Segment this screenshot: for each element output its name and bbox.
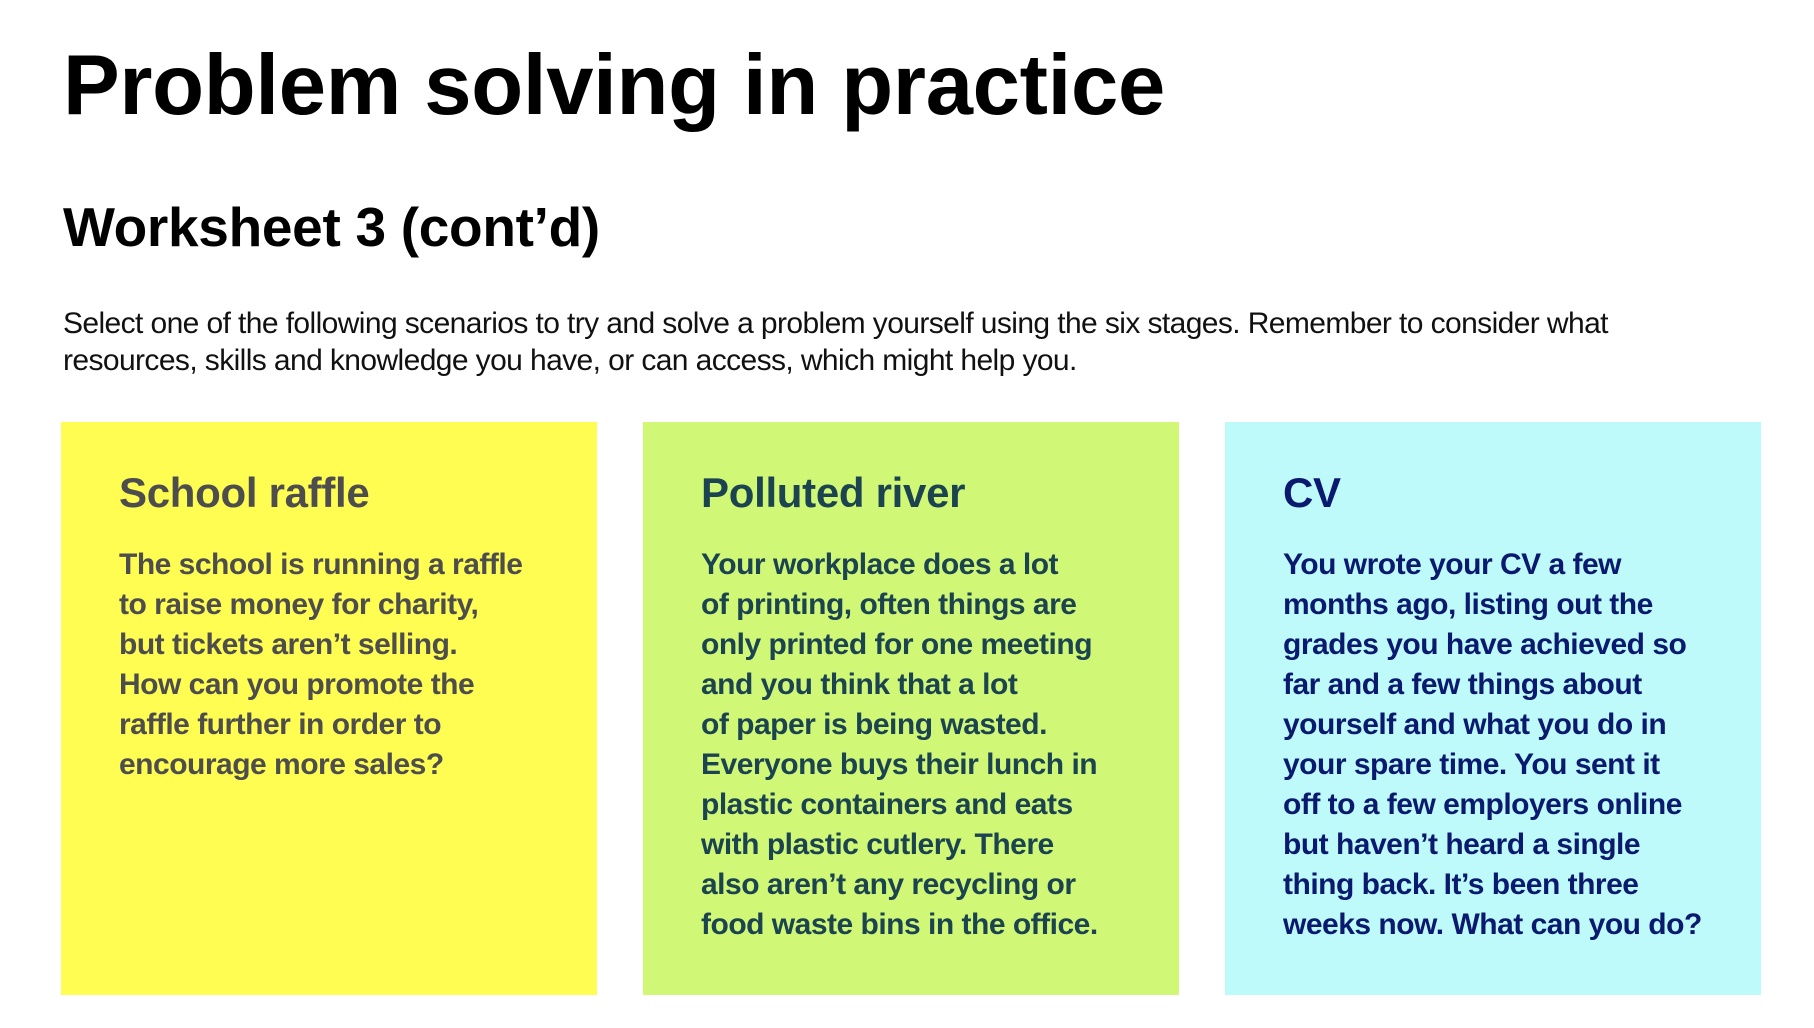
scenario-line: months ago, listing out the [1283,588,1653,621]
scenario-title: CV [1283,469,1341,516]
scenario-line: your spare time. You sent it [1283,748,1660,781]
scenario-line: far and a few things about [1283,668,1642,701]
intro-line: resources, skills and knowledge you have, or can access, which might help you. [63,344,1077,377]
scenario-line: only printed for one meeting [701,628,1093,661]
scenario-description [119,545,522,785]
scenario-description [701,545,1098,945]
intro-paragraph [63,305,1783,379]
scenario-line: but haven’t heard a single [1283,828,1641,861]
scenario-line: thing back. It’s been three [1283,868,1639,901]
scenario-line: with plastic cutlery. There [701,828,1054,861]
scenario-line: also aren’t any recycling or [701,868,1076,901]
scenario-line: encourage more sales? [119,748,444,781]
scenario-title: Polluted river [701,469,966,516]
scenario-line: You wrote your CV a few [1283,548,1621,581]
scenario-line: to raise money for charity, [119,588,479,621]
scenario-card-cv [1225,422,1761,995]
scenario-line: and you think that a lot [701,668,1018,701]
scenario-card-polluted-river [643,422,1179,995]
scenario-line: How can you promote the [119,668,475,701]
scenario-line: Your workplace does a lot [701,548,1059,581]
scenario-card-school-raffle [61,422,597,995]
scenario-line: plastic containers and eats [701,788,1073,821]
scenario-line: Everyone buys their lunch in [701,748,1098,781]
scenario-title: School raffle [119,469,370,516]
scenario-line: of paper is being wasted. [701,708,1047,741]
scenario-line: of printing, often things are [701,588,1077,621]
scenario-line: but tickets aren’t selling. [119,628,458,661]
scenario-line: food waste bins in the office. [701,908,1098,941]
scenario-line: The school is running a raffle [119,548,523,581]
scenario-line: weeks now. What can you do? [1283,908,1702,941]
scenario-description [1283,545,1702,945]
page-title: Problem solving in practice [63,38,1165,133]
scenario-line: raffle further in order to [119,708,442,741]
worksheet-subtitle: Worksheet 3 (cont’d) [63,196,600,258]
scenario-line: grades you have achieved so [1283,628,1687,661]
scenario-line: yourself and what you do in [1283,708,1667,741]
intro-line: Select one of the following scenarios to try and solve a problem yourself using the six stages. Remember to consider what [63,307,1608,340]
scenario-line: off to a few employers online [1283,788,1682,821]
